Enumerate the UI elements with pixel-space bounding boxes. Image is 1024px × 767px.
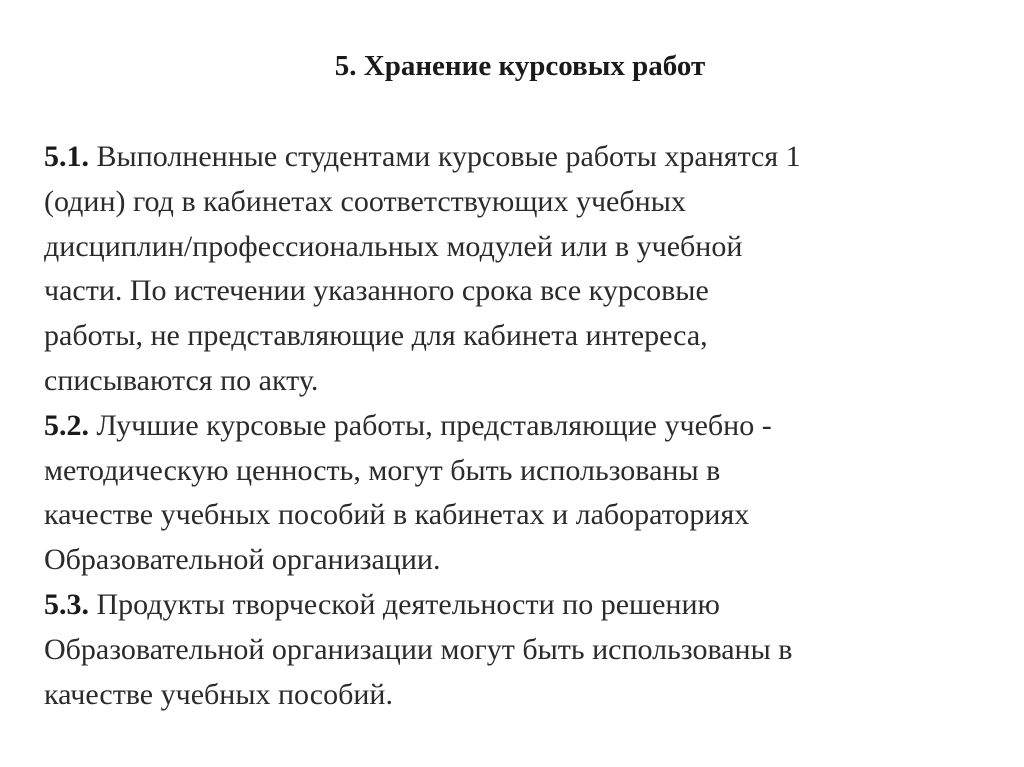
text-line: (один) год в кабинетах соответствующих учебных bbox=[44, 184, 686, 218]
text-line: части. По истечении указанного срока все курсовые bbox=[44, 274, 709, 308]
section-number: 5.1. bbox=[44, 140, 89, 173]
section-text: Выполненные студентами курсовые работы хранятся 1 bbox=[89, 140, 801, 173]
text-line: методическую ценность, могут быть использованы в bbox=[44, 453, 721, 487]
text-line: списываются по акту. bbox=[44, 363, 319, 397]
text-line: Образовательной организации могут быть использованы в bbox=[44, 632, 793, 666]
text-line bbox=[44, 135, 989, 180]
text-line bbox=[44, 583, 989, 628]
slide-body bbox=[44, 135, 989, 717]
text-line: качестве учебных пособий. bbox=[44, 677, 393, 711]
text-line bbox=[44, 404, 989, 449]
section-text: Продукты творческой деятельности по решению bbox=[89, 587, 720, 621]
section-5-3 bbox=[44, 583, 989, 717]
text-line: дисциплин/профессиональных модулей или в учебной bbox=[44, 229, 743, 263]
text-line: качестве учебных пособий в кабинетах и лабораториях bbox=[44, 498, 750, 532]
text-line: Образовательной организации. bbox=[44, 543, 441, 577]
section-text: Лучшие курсовые работы, представляющие учебно - bbox=[89, 408, 772, 442]
section-5-1 bbox=[44, 135, 989, 404]
section-number: 5.2. bbox=[44, 408, 89, 442]
section-5-2 bbox=[44, 404, 989, 583]
text-line: работы, не представляющие для кабинета интереса, bbox=[44, 319, 708, 353]
slide-title: 5. Хранение курсовых работ bbox=[334, 50, 706, 82]
section-number: 5.3. bbox=[44, 587, 89, 621]
